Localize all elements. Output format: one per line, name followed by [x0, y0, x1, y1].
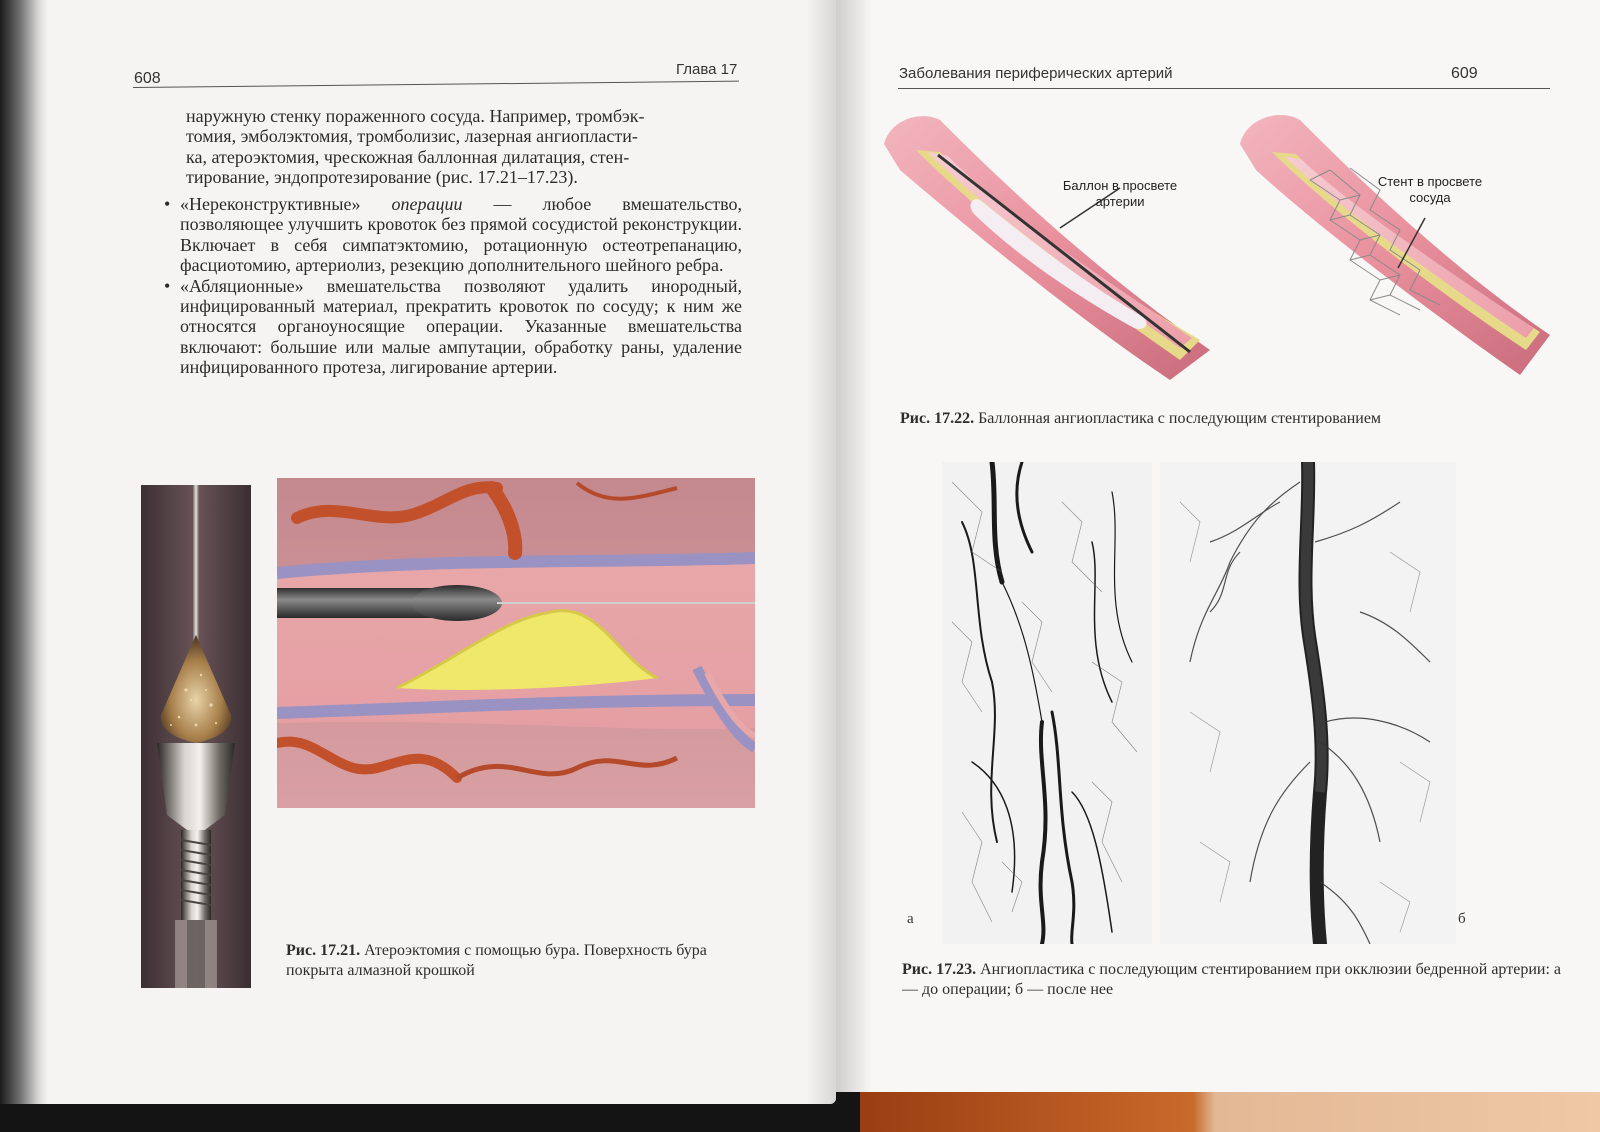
running-head-left: Глава 17: [676, 61, 738, 78]
gutter-shadow: [806, 0, 836, 1104]
header-rule: [898, 88, 1550, 89]
page-edge-shadow: [0, 0, 48, 1104]
figure-atherectomy-illustration: [277, 478, 755, 808]
bullet-item-ablation: [180, 276, 742, 378]
figure-bur-photo: [141, 485, 251, 988]
figure-17-21-caption: [286, 941, 756, 981]
bullet-term: «Нереконструктивные»: [180, 194, 361, 214]
paragraph-line: наружную стенку пораженного сосуда. Например, тромбэк-: [186, 106, 645, 126]
figure-balloon-stent-illustration: [880, 100, 1560, 400]
paragraph-line: томия, эмболэктомия, тромболизис, лазерная ангиопласти-: [186, 126, 638, 147]
bullet-item-nonreconstructive: [180, 194, 742, 276]
header-rule: [133, 81, 739, 88]
book-cover-edge: [860, 1092, 1600, 1132]
stent-label-line-1: Стент в просвете: [1377, 174, 1483, 189]
caption-label: Рис. 17.22.: [900, 410, 975, 427]
caption-text: Баллонная ангиопластика с последующим стентированием: [974, 410, 1382, 427]
stent-label-line-2: сосуда: [1409, 190, 1451, 205]
bullet-text: — любое вмешательство, позволяющее улучшить кровоток без прямой сосудистой реконструкции. Включает в себя симпатэктомию, ротационную остеотрепанацию, фасциотомию, артериолиз, резекцию дополнительного шейного ребра.: [180, 194, 743, 276]
bullet-text: «Абляционные» вмешательства позволяют удалить инородный, инфицированный материал, прекратить кровоток по сосуду; к ним же относятся органоуносящие операции. Указанные вмешательства включают: большие или малые ампутации, обработку раны, удаление инфицированного протеза, лигирование артерии.: [180, 275, 742, 378]
paragraph-line: тирование, эндопротезирование (рис. 17.21–17.23).: [186, 167, 578, 188]
figure-17-23-caption: [902, 960, 1566, 1000]
bullet-list: [180, 194, 742, 378]
right-page: [836, 0, 1600, 1092]
balloon-label-line-1: Баллон в просвете: [1062, 178, 1178, 193]
caption-label: Рис. 17.21.: [286, 942, 361, 959]
caption-text: Ангиопластика с последующим стентированием при окклюзии бедренной артерии: а — до операции; б — после нее: [902, 961, 1561, 998]
angiogram-after: [1160, 462, 1456, 944]
figure-17-22-caption: [900, 409, 1560, 429]
caption-label: Рис. 17.23.: [902, 961, 977, 978]
panel-label-b: б: [1458, 911, 1466, 927]
caption-text: Атероэктомия с помощью бура. Поверхность бура покрыта алмазной крошкой: [286, 942, 707, 979]
page-number-right: 609: [1451, 65, 1478, 82]
bullet-term-italic: операции: [391, 194, 463, 214]
angiogram-before: [942, 462, 1152, 944]
balloon-label-line-2: артерии: [1095, 194, 1145, 209]
panel-label-a: а: [907, 911, 914, 927]
paragraph-line: ка, атероэктомия, чрескожная баллонная дилатация, стен-: [186, 146, 630, 167]
balloon-vessel: [884, 116, 1210, 380]
running-head-right: Заболевания периферических артерий: [899, 65, 1173, 82]
gutter-shadow: [836, 0, 872, 1092]
stent-vessel: [1240, 115, 1550, 375]
page-number-left: 608: [134, 70, 161, 87]
body-text: [186, 106, 746, 188]
